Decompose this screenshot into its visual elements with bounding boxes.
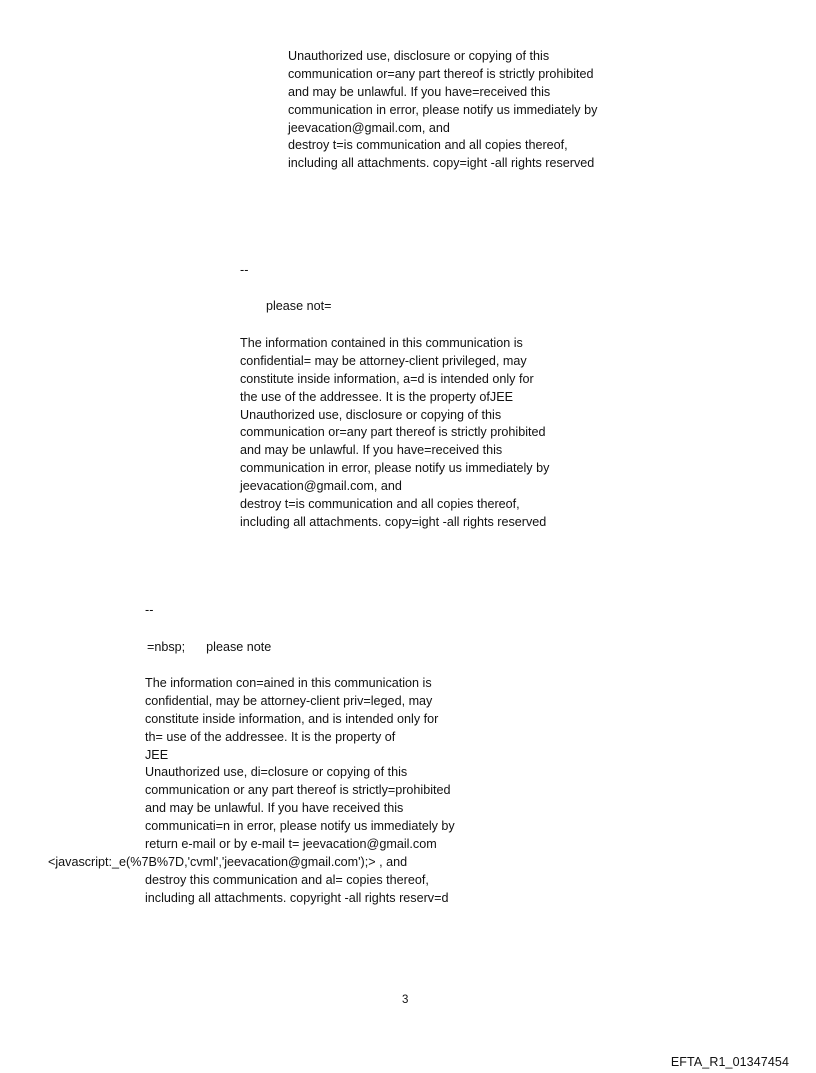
disclaimer-line: and may be unlawful. If you have received this [145, 801, 404, 816]
disclaimer-line: jeevacation@gmail.com, and [288, 120, 450, 135]
disclaimer-block-3-continued [145, 872, 448, 908]
disclaimer-line: communication in error, please notify us immediately by [288, 102, 598, 117]
disclaimer-block-1 [288, 48, 597, 173]
disclaimer-line: Unauthorized use, disclosure or copying of this [240, 407, 502, 422]
disclaimer-line: The information contained in this communication is [240, 336, 523, 350]
disclaimer-line: jeevacation@gmail.com, and [240, 479, 402, 494]
note-heading: =nbsp; please note [147, 640, 272, 654]
disclaimer-line: return e-mail or by e-mail t= jeevacation@gmail.com [145, 837, 437, 852]
disclaimer-line: including all attachments. copy=ight -all rights reserved [240, 514, 547, 529]
page-number: 3 [402, 994, 409, 1006]
signature-separator: -- [240, 263, 249, 277]
disclaimer-line: constitute inside information, and is intended only for [145, 711, 439, 726]
disclaimer-line: and may be unlawful. If you have=received this [240, 443, 503, 458]
javascript-link-text: <javascript:_e(%7B%7D,'cvml','jeevacation@gmail.com');> , and [48, 855, 408, 869]
disclaimer-block-3 [145, 675, 455, 854]
disclaimer-line: th= use of the addressee. It is the property of [145, 729, 396, 744]
disclaimer-line: communication in error, please notify us immediately by [240, 461, 550, 476]
disclaimer-line: communication or any part thereof is strictly=prohibited [145, 783, 451, 798]
disclaimer-line: communicati=n in error, please notify us immediately by [145, 819, 455, 834]
disclaimer-line: communication or=any part thereof is strictly prohibited [288, 66, 594, 81]
disclaimer-line: JEE [145, 747, 169, 762]
disclaimer-line: destroy t=is communication and all copies thereof, [288, 138, 568, 153]
disclaimer-line: The information con=ained in this communication is [145, 676, 432, 690]
disclaimer-block-2 [240, 335, 549, 532]
disclaimer-line: including all attachments. copy=ight -all rights reserved [288, 156, 595, 171]
signature-separator: -- [145, 603, 154, 617]
disclaimer-line: the use of the addressee. It is the property ofJEE [240, 389, 514, 404]
disclaimer-line: constitute inside information, a=d is intended only for [240, 371, 534, 386]
note-heading: please not= [266, 299, 332, 313]
disclaimer-line: communication or=any part thereof is strictly prohibited [240, 425, 546, 440]
disclaimer-line: destroy t=is communication and all copies thereof, [240, 497, 520, 512]
disclaimer-line: including all attachments. copyright -all rights reserv=d [145, 890, 449, 905]
disclaimer-line: Unauthorized use, di=closure or copying of this [145, 765, 408, 780]
disclaimer-line: confidential= may be attorney-client privileged, may [240, 353, 527, 368]
disclaimer-line: destroy this communication and al= copies thereof, [145, 873, 429, 887]
document-id: EFTA_R1_01347454 [670, 1055, 789, 1069]
disclaimer-line: confidential, may be attorney-client priv=leged, may [145, 693, 433, 708]
disclaimer-line: and may be unlawful. If you have=received this [288, 84, 551, 99]
disclaimer-line: Unauthorized use, disclosure or copying of this [288, 49, 550, 63]
